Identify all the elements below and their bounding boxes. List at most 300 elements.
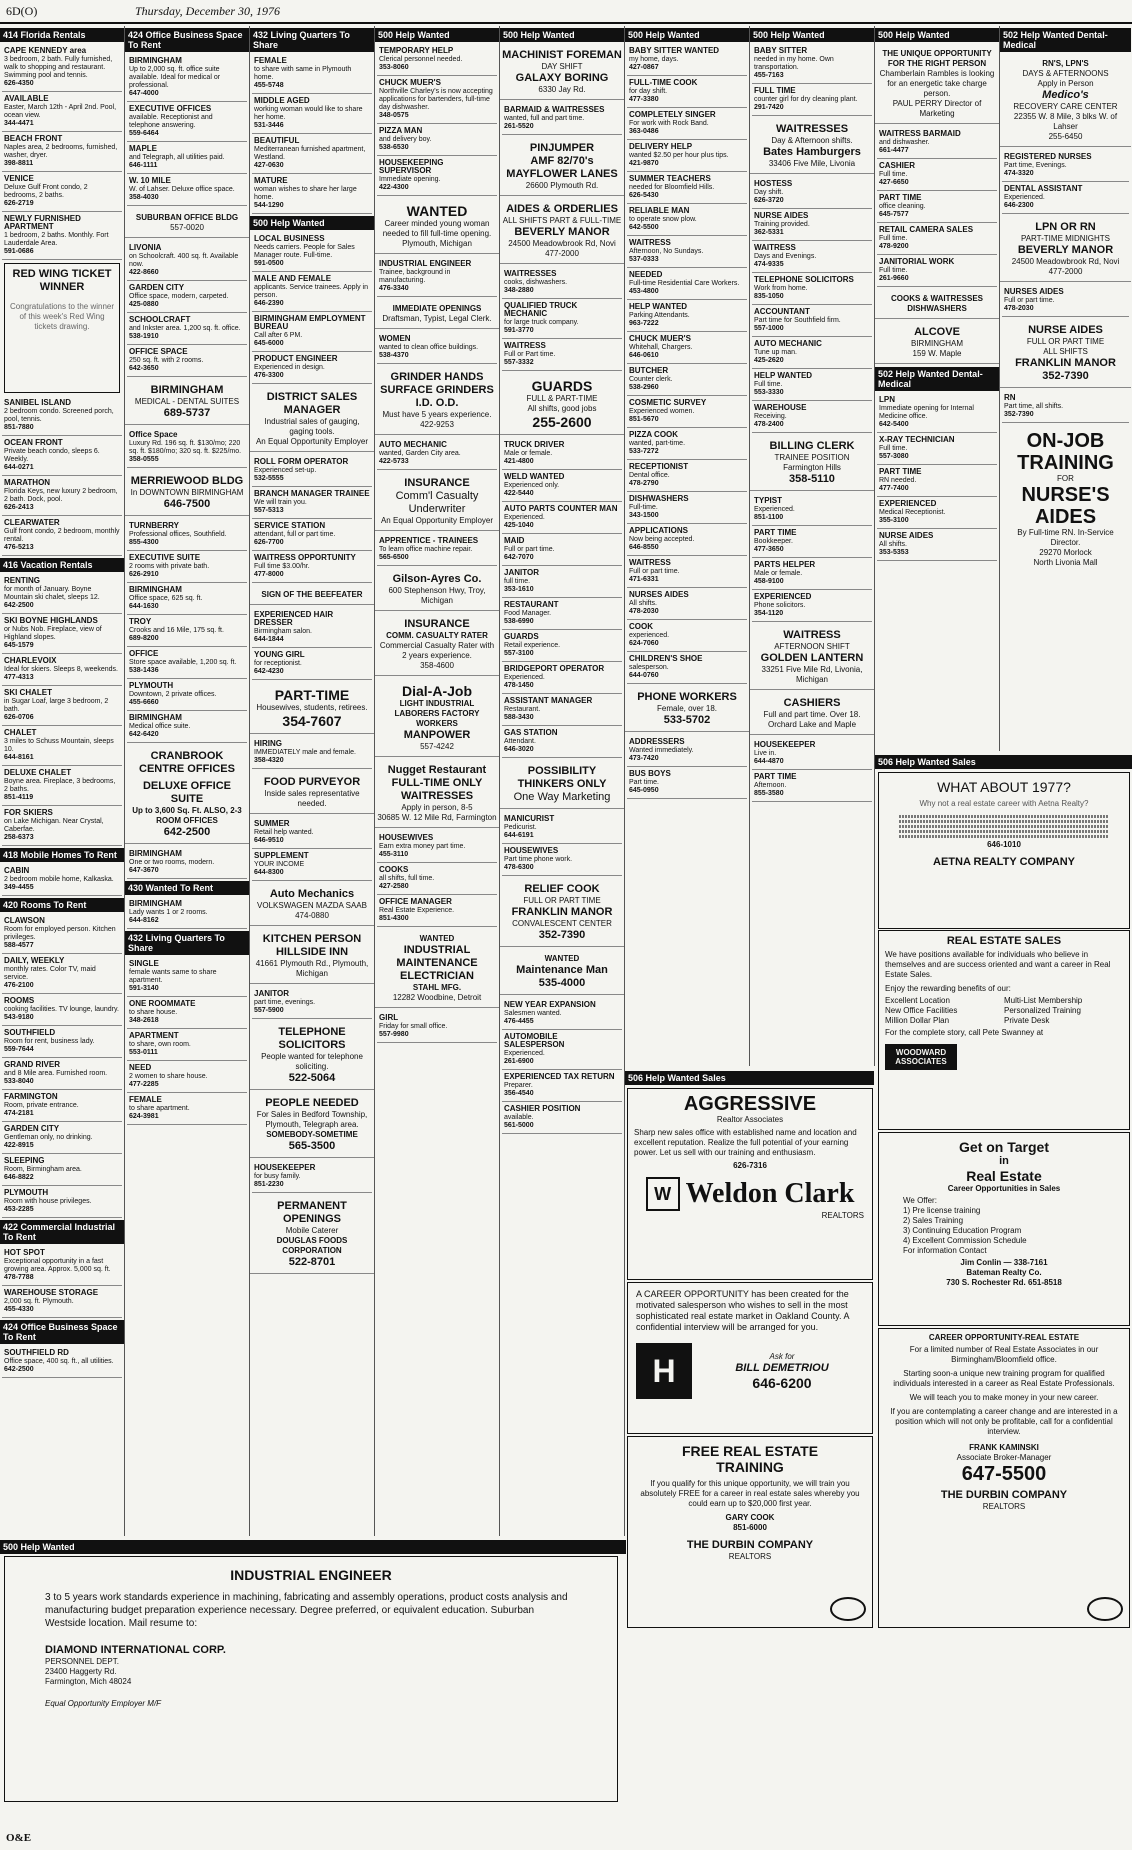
ad-text: Trainee, background in manufacturing. xyxy=(379,269,451,284)
ad-detail: All shifts, good jobs xyxy=(527,404,597,413)
list-item: Private Desk xyxy=(1004,1016,1050,1025)
ad-phone: 477-7400 xyxy=(879,485,909,492)
ad-heading: AUTOMOBILE SALESPERSON xyxy=(504,1032,565,1049)
ad-text: Experienced women. xyxy=(629,408,695,415)
ad-text: Downtown, 2 private offices. xyxy=(129,691,217,698)
ad-heading: HOSTESS xyxy=(754,179,793,188)
classified-ad xyxy=(752,305,872,337)
ad-title: MACHINIST FOREMAN xyxy=(502,49,622,61)
ad-text: 3 bedroom, 2 bath. Fully furnished, walk to shopping and restaurant. Swimming pool and tennis. xyxy=(4,56,113,79)
ad-list xyxy=(375,534,499,566)
display-ad xyxy=(875,290,999,319)
classified-ad xyxy=(627,364,747,396)
ad-heading: EXECUTIVE SUITE xyxy=(129,553,201,562)
ad-phone: 553-3330 xyxy=(754,389,784,396)
ad-heading: PART TIME xyxy=(754,772,797,781)
column-7 xyxy=(750,26,875,1066)
ad-text: on Lake Michigan. Near Crystal, Caberfae. xyxy=(4,818,104,833)
ad-title: BILLING CLERK xyxy=(769,440,855,452)
ad-title: AGGRESSIVE xyxy=(683,1093,817,1115)
ad-detail: Apply in Person xyxy=(1037,79,1094,88)
ad-phone: 661-4477 xyxy=(879,147,909,154)
ad-text: Northville Charley's is now accepting applications for bartenders, full-time day dishwasher. xyxy=(379,88,493,111)
ad-phone: 422-5733 xyxy=(379,458,409,465)
ad-title: ALCOVE xyxy=(914,326,960,338)
classified-ad xyxy=(2,476,122,516)
ad-heading: HOUSEKEEPING SUPERVISOR xyxy=(379,158,444,175)
ad-phone: 355-3100 xyxy=(879,517,909,524)
ad-body-3: We will teach you to make money in your new career. xyxy=(909,1393,1099,1402)
ad-phone: 646-1111 xyxy=(129,162,158,169)
ad-phone: 535-4000 xyxy=(538,977,586,989)
ad-title: CRANBROOK CENTRE OFFICES xyxy=(139,750,235,775)
display-ad xyxy=(1000,320,1131,388)
ad-heading: AUTO MECHANIC xyxy=(754,339,822,348)
ad-list xyxy=(500,812,624,876)
ad-title: KITCHEN PERSON xyxy=(262,933,362,945)
ad-heading: HOUSEKEEPER xyxy=(254,1163,316,1172)
ad-text: Immediate opening for Internal Medicine office. xyxy=(879,405,974,420)
section-header: 506 Help Wanted Sales xyxy=(875,755,1132,769)
display-ad xyxy=(250,586,374,605)
ad-detail: GALAXY BORING xyxy=(515,72,609,84)
ad-phone: 261-6900 xyxy=(504,1058,534,1065)
classified-ad xyxy=(502,1070,622,1102)
classified-ad xyxy=(752,558,872,590)
ad-name: FRANK KAMINSKI xyxy=(969,1443,1039,1452)
ad-phone: 478-1450 xyxy=(504,682,534,689)
ad-text: Exceptional opportunity in a fast growing area. Approx. 5,000 sq. ft. xyxy=(4,1258,111,1273)
ad-title: WAITRESSES xyxy=(775,123,849,135)
career-opportunity-ad xyxy=(627,1282,873,1434)
ad-realtors: REALTORS xyxy=(821,1211,864,1220)
ad-heading: SUPPLEMENT xyxy=(254,851,309,860)
ad-heading: SINGLE xyxy=(129,959,159,968)
classified-ad xyxy=(252,519,372,551)
classified-ad xyxy=(127,519,247,551)
section-header: 500 Help Wanted xyxy=(250,216,374,230)
ad-text: Days and Evenings. xyxy=(754,253,817,260)
ad-heading: CHUCK MUER'S xyxy=(629,334,691,343)
section-header: 432 Living Quarters To Share xyxy=(125,931,249,955)
ad-title: INSURANCE xyxy=(404,477,470,489)
ad-heading: NEED xyxy=(129,1063,152,1072)
ad-phone: 855-3580 xyxy=(754,790,784,797)
ad-heading: ROLL FORM OPERATOR xyxy=(254,457,349,466)
ad-subtitle: Day & Afternoon shifts. xyxy=(771,136,853,145)
ad-subtitle: Real Estate xyxy=(966,1168,1042,1184)
ad-phone: 644-8161 xyxy=(4,754,34,761)
list-item: 4) Excellent Commission Schedule xyxy=(903,1236,1027,1245)
ad-heading: HELP WANTED xyxy=(754,371,813,380)
classified-ad xyxy=(877,255,997,287)
ad-phone: 476-2100 xyxy=(4,982,34,989)
ad-phone: 478-2030 xyxy=(629,608,659,615)
ad-text: Earn extra money part time. xyxy=(379,843,466,850)
ad-heading: ROOMS xyxy=(4,996,35,1005)
ad-text: Attendant. xyxy=(504,738,536,745)
ad-phone: 642-2500 xyxy=(163,826,211,838)
ad-heading: CLAWSON xyxy=(4,916,45,925)
classified-ad xyxy=(627,396,747,428)
classified-ad xyxy=(627,652,747,684)
display-ad xyxy=(375,614,499,676)
ad-subtitle: NURSE'S AIDES xyxy=(1021,484,1110,528)
ad-phone: 644-6191 xyxy=(504,832,534,839)
classified-ad xyxy=(502,662,622,694)
ad-heading: COSMETIC SURVEY xyxy=(629,398,707,407)
ad-phone: 533-5702 xyxy=(663,714,711,726)
ad-text: Office space, 400 sq. ft., all utilities. xyxy=(4,1358,114,1365)
ad-title: COOKS & WAITRESSES xyxy=(890,294,983,303)
ad-phone: 522-5064 xyxy=(288,1072,336,1084)
display-ad xyxy=(500,374,624,435)
classified-ad xyxy=(2,766,122,806)
ad-phone: 352-7390 xyxy=(538,929,586,941)
display-ad xyxy=(875,322,999,364)
ad-text: for busy family. xyxy=(254,1173,301,1180)
ad-title: GRINDER HANDS SURFACE GRINDERS I.D. O.D. xyxy=(380,371,494,409)
classified-ad xyxy=(627,620,747,652)
ad-heading: WAITRESS xyxy=(754,243,796,252)
ad-phone: 624-3981 xyxy=(129,1113,159,1120)
ad-phone: 561-5000 xyxy=(504,1122,534,1129)
ad-text: Room, Birmingham area. xyxy=(4,1166,82,1173)
ad-text: Male or female. xyxy=(504,450,553,457)
ad-text: 2 women to share house. xyxy=(129,1073,208,1080)
ad-detail: Career Opportunities in Sales xyxy=(947,1184,1061,1193)
classified-ad xyxy=(127,142,247,174)
ad-detail: An Equal Opportunity Employer xyxy=(380,516,494,525)
ad-title: WANTED xyxy=(544,954,580,963)
ad-text: Afternoon. xyxy=(754,782,787,789)
ad-role: Associate Broker-Manager xyxy=(956,1453,1052,1462)
ad-phone: 644-8162 xyxy=(129,917,159,924)
classified-ad xyxy=(252,352,372,384)
ad-heading: SUMMER xyxy=(254,819,290,828)
ad-list xyxy=(500,998,624,1134)
display-ad xyxy=(500,761,624,809)
ad-phone: 851-4300 xyxy=(379,915,409,922)
ad-heading: BIRMINGHAM xyxy=(129,849,182,858)
bateman-ad xyxy=(878,1132,1130,1326)
ad-subtitle: Realtor Associates xyxy=(716,1115,784,1124)
classified-ad xyxy=(2,1154,122,1186)
ad-text: For work with Rock Band. xyxy=(629,120,709,127)
ad-subtitle: FULL-TIME ONLY WAITRESSES xyxy=(391,777,483,802)
classified-ad xyxy=(877,127,997,159)
classified-ad xyxy=(127,241,247,281)
ad-detail: DOUGLAS FOODS CORPORATION xyxy=(276,1236,348,1255)
ad-phone: 591-0686 xyxy=(4,248,34,255)
ad-company: THE DURBIN COMPANY xyxy=(940,1489,1068,1501)
ad-heading: RESTAURANT xyxy=(504,600,559,609)
ad-text: Food Manager. xyxy=(504,610,552,617)
ad-phone: 471-6331 xyxy=(629,576,659,583)
ad-list xyxy=(500,438,624,758)
aetna-ad xyxy=(878,772,1130,929)
ad-phone: 356-4540 xyxy=(504,1090,534,1097)
ad-phone: 537-0333 xyxy=(629,256,659,263)
ad-title: Dial-A-Job xyxy=(402,683,472,699)
section-header: 432 Living Quarters To Share xyxy=(250,28,374,52)
classified-ad xyxy=(377,831,497,863)
ad-list xyxy=(375,257,499,297)
ad-text: available. xyxy=(504,1114,534,1121)
ad-detail: Commercial Casualty Rater with 2 years experience. xyxy=(379,641,495,660)
ad-text: Friday for small office. xyxy=(379,1023,448,1030)
section-header: 502 Help Wanted Dental-Medical xyxy=(1000,28,1131,52)
ad-phone: 647-3670 xyxy=(129,867,159,874)
ad-body: 3 to 5 years work standards experience in machining, fabricating and assembly operations, product costs analysis and manufacturing budget preparation experience necessary. Degree preferred, or equivalent education. Suburban Westside location. Mail resume to: xyxy=(45,1592,568,1629)
list-item: Excellent Location xyxy=(885,996,950,1005)
ad-phone: 422-4300 xyxy=(379,184,409,191)
ad-heading: RECEPTIONIST xyxy=(629,462,689,471)
classified-ad xyxy=(752,177,872,209)
ad-phone: 557-0020 xyxy=(170,223,204,232)
ad-list xyxy=(875,127,999,287)
ad-heading: BARMAID & WAITRESSES xyxy=(504,105,605,114)
ad-phone: 626-4350 xyxy=(4,80,34,87)
ad-heading: PART TIME xyxy=(879,193,922,202)
display-ad xyxy=(250,1093,374,1158)
classified-ad xyxy=(1002,150,1129,182)
ad-heading: SANIBEL ISLAND xyxy=(4,398,71,407)
classified-ad xyxy=(502,339,622,371)
ad-text: available. Receptionist and telephone answering. xyxy=(129,114,213,129)
classified-ad xyxy=(127,174,247,206)
ad-phone: 353-8060 xyxy=(379,64,409,71)
ad-phone: 557-5313 xyxy=(254,507,284,514)
classified-ad xyxy=(127,997,247,1029)
ad-phone: 477-3380 xyxy=(629,96,659,103)
ad-heading: BUS BOYS xyxy=(629,769,671,778)
ad-phone: 645-1579 xyxy=(4,642,34,649)
ad-phone: 533-7272 xyxy=(629,448,659,455)
classified-ad xyxy=(1002,391,1129,423)
ad-heading: W. 10 MILE xyxy=(129,176,171,185)
ad-detail: MANPOWER xyxy=(403,729,471,741)
ad-phone: 644-1630 xyxy=(129,603,159,610)
ad-text: Retail experience. xyxy=(504,642,561,649)
ad-text: Parking Attendants. xyxy=(629,312,690,319)
ad-phone: 646-1010 xyxy=(987,840,1021,849)
classified-ad xyxy=(2,726,122,766)
ad-phone: 565-3500 xyxy=(288,1140,336,1152)
ad-phone: 354-1120 xyxy=(754,610,784,617)
ad-phone: 478-9200 xyxy=(879,243,909,250)
ad-heading: SERVICE STATION xyxy=(254,521,326,530)
ad-text: Full or part time. xyxy=(1004,297,1055,304)
classified-ad xyxy=(252,54,372,94)
durbin-logo-icon xyxy=(830,1597,866,1621)
ad-text: Tune up man. xyxy=(754,349,797,356)
ad-list xyxy=(250,608,374,680)
ad-phone: 427-6650 xyxy=(879,179,909,186)
ad-heading: PART TIME xyxy=(879,467,922,476)
ad-eeo: Equal Opportunity Employer M/F xyxy=(45,1699,162,1708)
classified-ad xyxy=(2,994,122,1026)
ad-text: Immediate opening. xyxy=(379,176,441,183)
ad-phone: 646-3020 xyxy=(504,746,534,753)
ad-phone: 624-7060 xyxy=(629,640,659,647)
classified-ad xyxy=(2,1346,122,1378)
classified-ad xyxy=(377,534,497,566)
ad-text: wanted, Garden City area. xyxy=(379,450,461,457)
section-header: 424 Office Business Space To Rent xyxy=(125,28,249,52)
ad-heading: WAITRESSES xyxy=(504,269,557,278)
ad-text: part time, evenings. xyxy=(254,999,316,1006)
ad-text: Retail help wanted. xyxy=(254,829,314,836)
classified-ad xyxy=(502,438,622,470)
display-ad xyxy=(250,772,374,814)
ad-subtitle: MEDICAL - DENTAL SUITES xyxy=(134,397,240,406)
ad-text: wanted $2.50 per hour plus tips. xyxy=(629,152,729,159)
classified-ad xyxy=(377,332,497,364)
ad-heading: LIVONIA xyxy=(129,243,162,252)
ad-text: Pedicurist. xyxy=(504,824,537,831)
ad-phone: 557-9980 xyxy=(379,1031,409,1038)
ad-phone: 478-6300 xyxy=(504,864,534,871)
classified-ad xyxy=(2,654,122,686)
ad-phone: 626-7700 xyxy=(254,539,284,546)
ad-address: 22355 W. 8 Mile, 3 blks W. of Lahser xyxy=(1013,112,1118,131)
section-header: 500 Help Wanted xyxy=(0,1540,626,1554)
classified-ad xyxy=(752,494,872,526)
ad-list xyxy=(750,494,874,622)
ad-title: PEOPLE NEEDED xyxy=(265,1097,359,1109)
ad-heading: APPRENTICE - TRAINEES xyxy=(379,536,479,545)
ad-text: on Schoolcraft. 400 sq. ft. Available now. xyxy=(129,253,239,268)
ad-text: Needs carriers. People for Sales Manager route. Full-time. xyxy=(254,244,355,259)
ad-phone: 474-9335 xyxy=(754,261,784,268)
column-3 xyxy=(250,26,375,1536)
ad-text: Gentleman only, no drinking. xyxy=(4,1134,93,1141)
ad-text: for day shift. xyxy=(629,88,668,95)
ad-phone: 642-5400 xyxy=(879,421,909,428)
ad-address: 12282 Woodbine, Detroit xyxy=(392,993,482,1002)
ad-heading: FEMALE xyxy=(254,56,287,65)
ad-heading: SOUTHFIELD RD xyxy=(4,1348,69,1357)
classified-ad xyxy=(377,76,497,124)
display-ad xyxy=(750,119,874,174)
ad-text: Full-time. xyxy=(629,504,658,511)
ad-heading: PIZZA COOK xyxy=(629,430,679,439)
section-header: 500 Help Wanted xyxy=(875,28,999,42)
classified-ad xyxy=(752,738,872,770)
ad-text: for month of January. Boyne Mountain ski chalet, sleeps 12. xyxy=(4,586,100,601)
ad-heading: SUMMER TEACHERS xyxy=(629,174,711,183)
classified-ad xyxy=(752,273,872,305)
ad-list xyxy=(0,1246,124,1318)
classified-ad xyxy=(1002,285,1129,317)
ad-list xyxy=(375,332,499,364)
ad-phone: 358-0555 xyxy=(129,456,159,463)
classified-ad xyxy=(127,647,247,679)
classified-ad xyxy=(752,590,872,622)
ad-heading: WAITRESS xyxy=(629,238,671,247)
classified-ad xyxy=(127,897,247,929)
ad-text: to share, own room. xyxy=(129,1041,191,1048)
ad-phone: 455-5748 xyxy=(254,82,284,89)
ad-heading: RENTING xyxy=(4,576,40,585)
ad-text: Boyne area. Fireplace, 3 bedrooms, 2 baths. xyxy=(4,778,116,793)
ad-phone: 352-7390 xyxy=(1042,370,1089,382)
ad-heading: ACCOUNTANT xyxy=(754,307,810,316)
ad-phone: 647-5500 xyxy=(961,1463,1047,1485)
ad-phone: 478-2400 xyxy=(754,421,784,428)
ad-body: If you qualify for this unique opportunity, we will train you absolutely FREE for a career in real estate sales whereby you could earn up to $20,000 first year. xyxy=(640,1479,860,1508)
classified-ad xyxy=(252,232,372,272)
section-header: 416 Vacation Rentals xyxy=(0,558,124,572)
ad-text: Room for rent, business lady. xyxy=(4,1038,95,1045)
ad-text: Full-time Residential Care Workers. xyxy=(629,280,740,287)
ad-heading: WAITRESS BARMAID xyxy=(879,129,961,138)
classified-ad xyxy=(627,236,747,268)
classified-ad xyxy=(127,281,247,313)
ad-phone: 642-2500 xyxy=(4,602,34,609)
ad-list xyxy=(250,54,374,214)
ad-address: 24500 Meadowbrook Rd, Novi xyxy=(508,239,616,248)
ad-heading: CHALET xyxy=(4,728,37,737)
ad-in: in xyxy=(999,1155,1009,1167)
ad-name: Jim Conlin — 338-7161 xyxy=(960,1258,1048,1267)
classified-ad xyxy=(127,957,247,997)
ad-heading: TYPIST xyxy=(754,496,783,505)
ad-list xyxy=(250,737,374,769)
ad-text: applicants. Service trainees. Apply in person. xyxy=(254,284,369,299)
ad-list xyxy=(0,44,124,260)
ad-heading: LOCAL BUSINESS xyxy=(254,234,325,243)
ad-subtitle: Draftsman, Typist, Legal Clerk. xyxy=(382,314,492,323)
ad-text: Private beach condo, sleeps 6. Weekly. xyxy=(4,448,100,463)
classified-ad xyxy=(252,551,372,583)
ad-phone: 477-2285 xyxy=(129,1081,159,1088)
ad-phone: 291-7420 xyxy=(754,104,784,111)
ad-address: 29270 Morlock xyxy=(1039,548,1092,557)
classified-ad xyxy=(877,393,997,433)
ad-title: ON-JOB TRAINING xyxy=(1017,430,1114,474)
ad-name: BILL DEMETRIOU xyxy=(735,1361,829,1374)
ad-phone: 644-0760 xyxy=(629,672,659,679)
classified-ad xyxy=(752,369,872,401)
ad-text: Crooks and 16 Mile, 175 sq. ft. xyxy=(129,627,224,634)
ad-text: Part time for Southfield firm. xyxy=(754,317,841,324)
offer-contact: For information Contact xyxy=(903,1246,987,1255)
ad-heading: BIRMINGHAM xyxy=(129,56,182,65)
list-item: 1) Pre license training xyxy=(903,1206,981,1215)
ad-list xyxy=(375,438,499,470)
ad-phone: 644-8300 xyxy=(254,869,284,876)
classified-ad xyxy=(377,156,497,196)
ad-heading: BEAUTIFUL xyxy=(254,136,300,145)
ad-list xyxy=(0,574,124,846)
ad-text: Now being accepted. xyxy=(629,536,695,543)
classified-ad xyxy=(502,1102,622,1134)
ad-brand: Weldon Clark xyxy=(685,1178,855,1209)
classified-ad xyxy=(252,174,372,214)
display-ad xyxy=(375,930,499,1008)
ad-phone: 474-0880 xyxy=(295,911,329,920)
classified-ad xyxy=(2,686,122,726)
display-ad xyxy=(375,569,499,611)
benefit-list xyxy=(879,996,1129,1026)
section-header: 500 Help Wanted xyxy=(500,28,624,42)
classified-ad xyxy=(752,84,872,116)
ad-detail: Apply in person, 8-5 xyxy=(401,803,473,812)
display-ad xyxy=(875,45,999,124)
ad-title: BIRMINGHAM xyxy=(150,384,224,396)
